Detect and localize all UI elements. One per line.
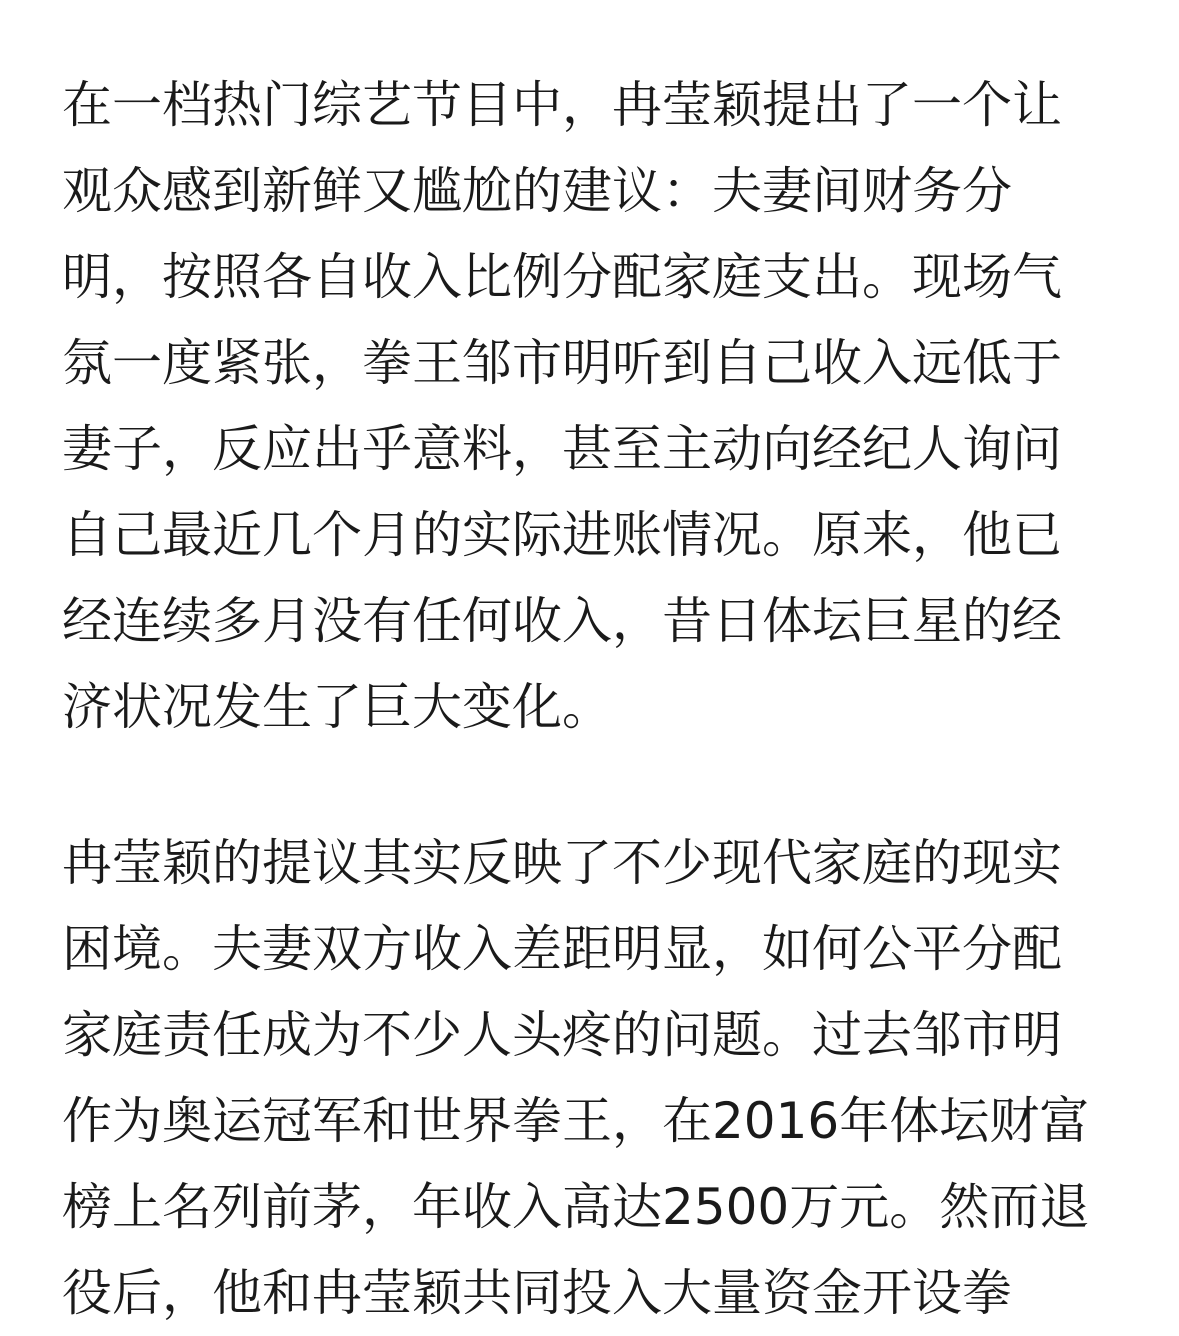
text-line: 自己最近几个月的实际进账情况。原来，他已 (62, 506, 1062, 564)
paragraph-1 (62, 62, 1122, 750)
text-line: 明，按照各自收入比例分配家庭支出。现场气 (62, 248, 1062, 306)
text-line: 冉莹颖的提议其实反映了不少现代家庭的现实 (62, 834, 1062, 892)
text-line: 经连续多月没有任何收入，昔日体坛巨星的经 (62, 592, 1062, 650)
text-line: 在一档热门综艺节目中，冉莹颖提出了一个让 (62, 76, 1062, 134)
text-line: 作为奥运冠军和世界拳王，在2016年体坛财富 (62, 1092, 1090, 1150)
article-body (62, 62, 1122, 1336)
text-line: 观众感到新鲜又尴尬的建议：夫妻间财务分 (62, 162, 1012, 220)
text-line: 妻子，反应出乎意料，甚至主动向经纪人询问 (62, 420, 1062, 478)
text-line: 家庭责任成为不少人头疼的问题。过去邹市明 (62, 1006, 1062, 1064)
text-line: 困境。夫妻双方收入差距明显，如何公平分配 (62, 920, 1062, 978)
text-line: 济状况发生了巨大变化。 (62, 678, 612, 736)
text-line: 氛一度紧张，拳王邹市明听到自己收入远低于 (62, 334, 1062, 392)
text-line: 役后，他和冉莹颖共同投入大量资金开设拳 (62, 1264, 1012, 1322)
text-line: 榜上名列前茅，年收入高达2500万元。然而退 (62, 1178, 1090, 1236)
paragraph-2 (62, 820, 1122, 1336)
